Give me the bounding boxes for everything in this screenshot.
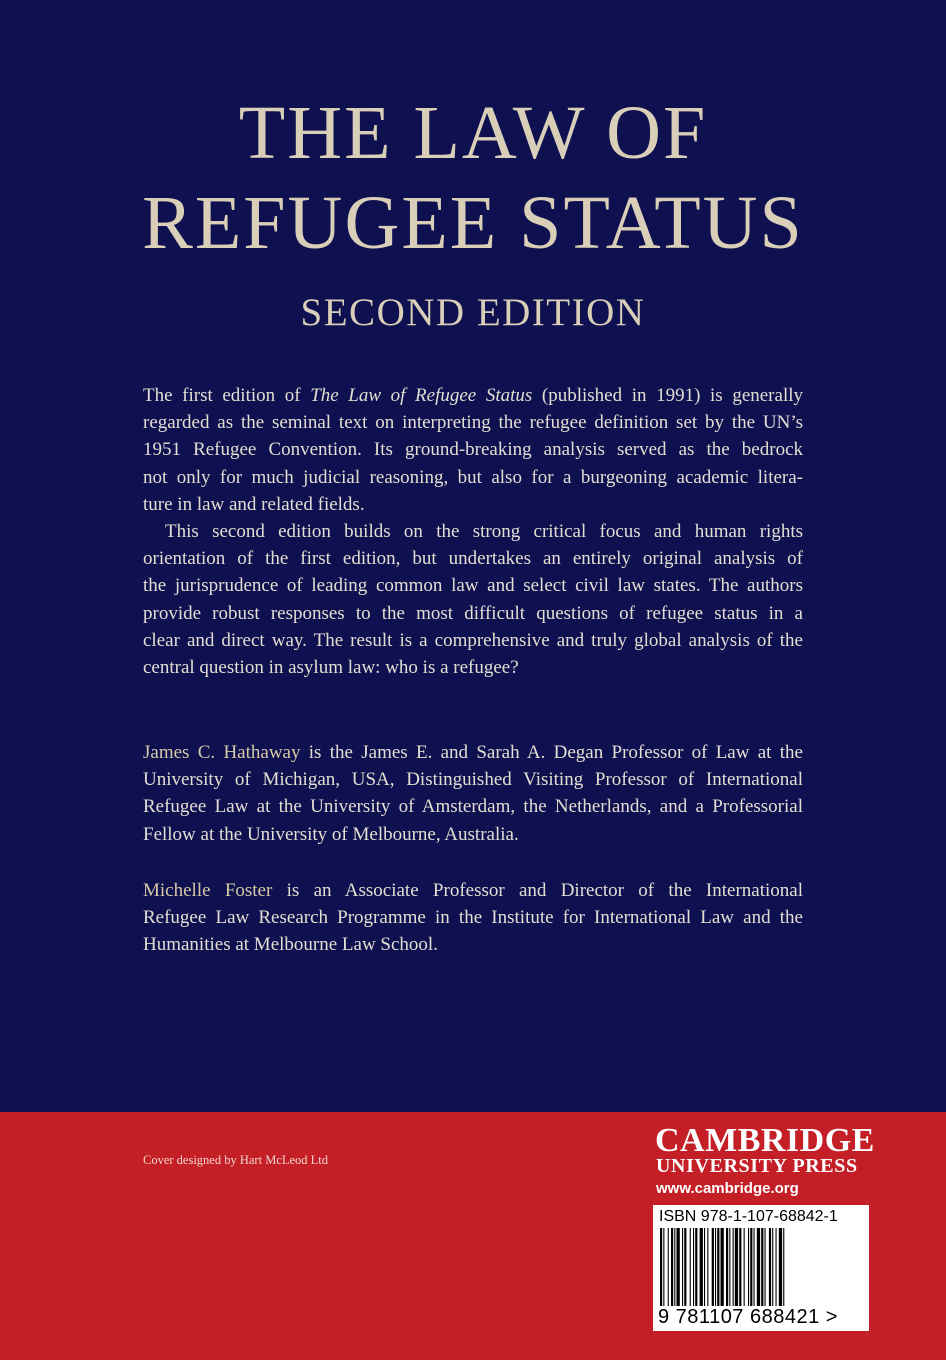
- text-line: Michelle Foster is an Associate Professor and Director of the International: [143, 880, 803, 901]
- barcode-stripe: [682, 1228, 683, 1306]
- text-line: 1951 Refugee Convention. Its ground-breaking analysis served as the bedrock: [143, 439, 803, 461]
- barcode-stripe: [671, 1228, 673, 1306]
- text-line: orientation of the first edition, but undertakes an entirely original analysis of: [143, 548, 803, 570]
- barcode-stripe: [779, 1228, 782, 1306]
- barcode-digits: 9 781107 688421 >: [658, 1306, 838, 1328]
- text-line: University of Michigan, USA, Distinguished Visiting Professor of International: [143, 769, 803, 791]
- author-bio-hathaway: [143, 739, 803, 848]
- barcode-stripe: [761, 1228, 763, 1306]
- publisher-logo: CAMBRIDGE: [655, 1122, 875, 1159]
- author-name: James C. Hathaway: [143, 742, 301, 763]
- barcode-stripe: [660, 1228, 662, 1306]
- barcode-stripe: [721, 1228, 724, 1306]
- barcode-stripe: [674, 1228, 675, 1306]
- barcode-stripe: [750, 1228, 752, 1306]
- text-line: Fellow at the University of Melbourne, Australia.: [143, 823, 519, 845]
- text-line: This second edition builds on the strong critical focus and human rights: [165, 521, 803, 542]
- publisher-website: www.cambridge.org: [656, 1180, 799, 1197]
- barcode-stripe: [684, 1228, 686, 1306]
- title-line-1: THE LAW OF: [238, 91, 708, 175]
- barcode-stripe: [735, 1228, 738, 1306]
- publisher-subtitle: UNIVERSITY PRESS: [656, 1155, 858, 1177]
- barcode-stripe: [765, 1228, 766, 1306]
- barcode-stripe: [715, 1228, 716, 1306]
- text-line: Refugee Law at the University of Amsterdam, the Netherlands, and a Professorial: [143, 796, 803, 818]
- barcode-stripe: [726, 1228, 728, 1306]
- barcode-stripe: [772, 1228, 773, 1306]
- cover-credit: Cover designed by Hart McLeod Ltd: [143, 1153, 329, 1167]
- barcode-stripe: [744, 1228, 745, 1306]
- barcode-stripe: [783, 1228, 784, 1306]
- edition-label: SECOND EDITION: [300, 291, 646, 334]
- barcode-stripe: [769, 1228, 771, 1306]
- barcode-stripe: [668, 1228, 669, 1306]
- barcode-stripe: [677, 1228, 680, 1306]
- barcode-stripe: [704, 1228, 705, 1306]
- barcode-stripe: [690, 1228, 691, 1306]
- text-line: The first edition of The Law of Refugee Status (published in 1991) is generally: [143, 385, 803, 406]
- barcode-stripe: [733, 1228, 734, 1306]
- barcode-stripe: [663, 1228, 664, 1306]
- text-line: clear and direct way. The result is a comprehensive and truly global analysis of the: [143, 629, 803, 651]
- barcode-stripe: [717, 1228, 719, 1306]
- text-line: central question in asylum law: who is a refugee?: [143, 657, 519, 679]
- text-line: not only for much judicial reasoning, but also for a burgeoning academic litera-: [143, 466, 803, 488]
- text-line: ture in law and related fields.: [143, 493, 365, 515]
- barcode-stripe: [712, 1228, 714, 1306]
- author-name: Michelle Foster: [143, 880, 273, 901]
- barcode-stripe: [700, 1228, 703, 1306]
- barcode-stripe: [695, 1228, 697, 1306]
- barcode-stripe: [757, 1228, 760, 1306]
- text-line: Humanities at Melbourne Law School.: [143, 934, 438, 956]
- description-paragraph-1: [143, 382, 803, 518]
- text-line: provide robust responses to the most difficult questions of refugee status in a: [143, 602, 803, 624]
- barcode-stripe: [693, 1228, 694, 1306]
- barcode-stripe: [729, 1228, 730, 1306]
- barcode-stripe: [754, 1228, 755, 1306]
- barcode-stripe: [739, 1228, 741, 1306]
- title-line-2: REFUGEE STATUS: [142, 181, 804, 265]
- barcode-icon: [660, 1228, 864, 1310]
- text-line: regarded as the seminal text on interpreting the refugee definition set by the UN’s: [143, 412, 803, 434]
- author-bio-foster: [143, 877, 803, 959]
- text-line: James C. Hathaway is the James E. and Sarah A. Degan Professor of Law at the: [143, 742, 803, 763]
- description-paragraph-2: [143, 518, 803, 681]
- text-line: Refugee Law Research Programme in the Institute for International Law and the: [143, 907, 803, 929]
- isbn-label: ISBN 978-1-107-68842-1: [659, 1208, 838, 1225]
- barcode-stripe: [748, 1228, 749, 1306]
- barcode-stripe: [707, 1228, 708, 1306]
- text-line: the jurisprudence of leading common law and select civil law states. The authors: [143, 575, 803, 597]
- barcode-stripe: [776, 1228, 777, 1306]
